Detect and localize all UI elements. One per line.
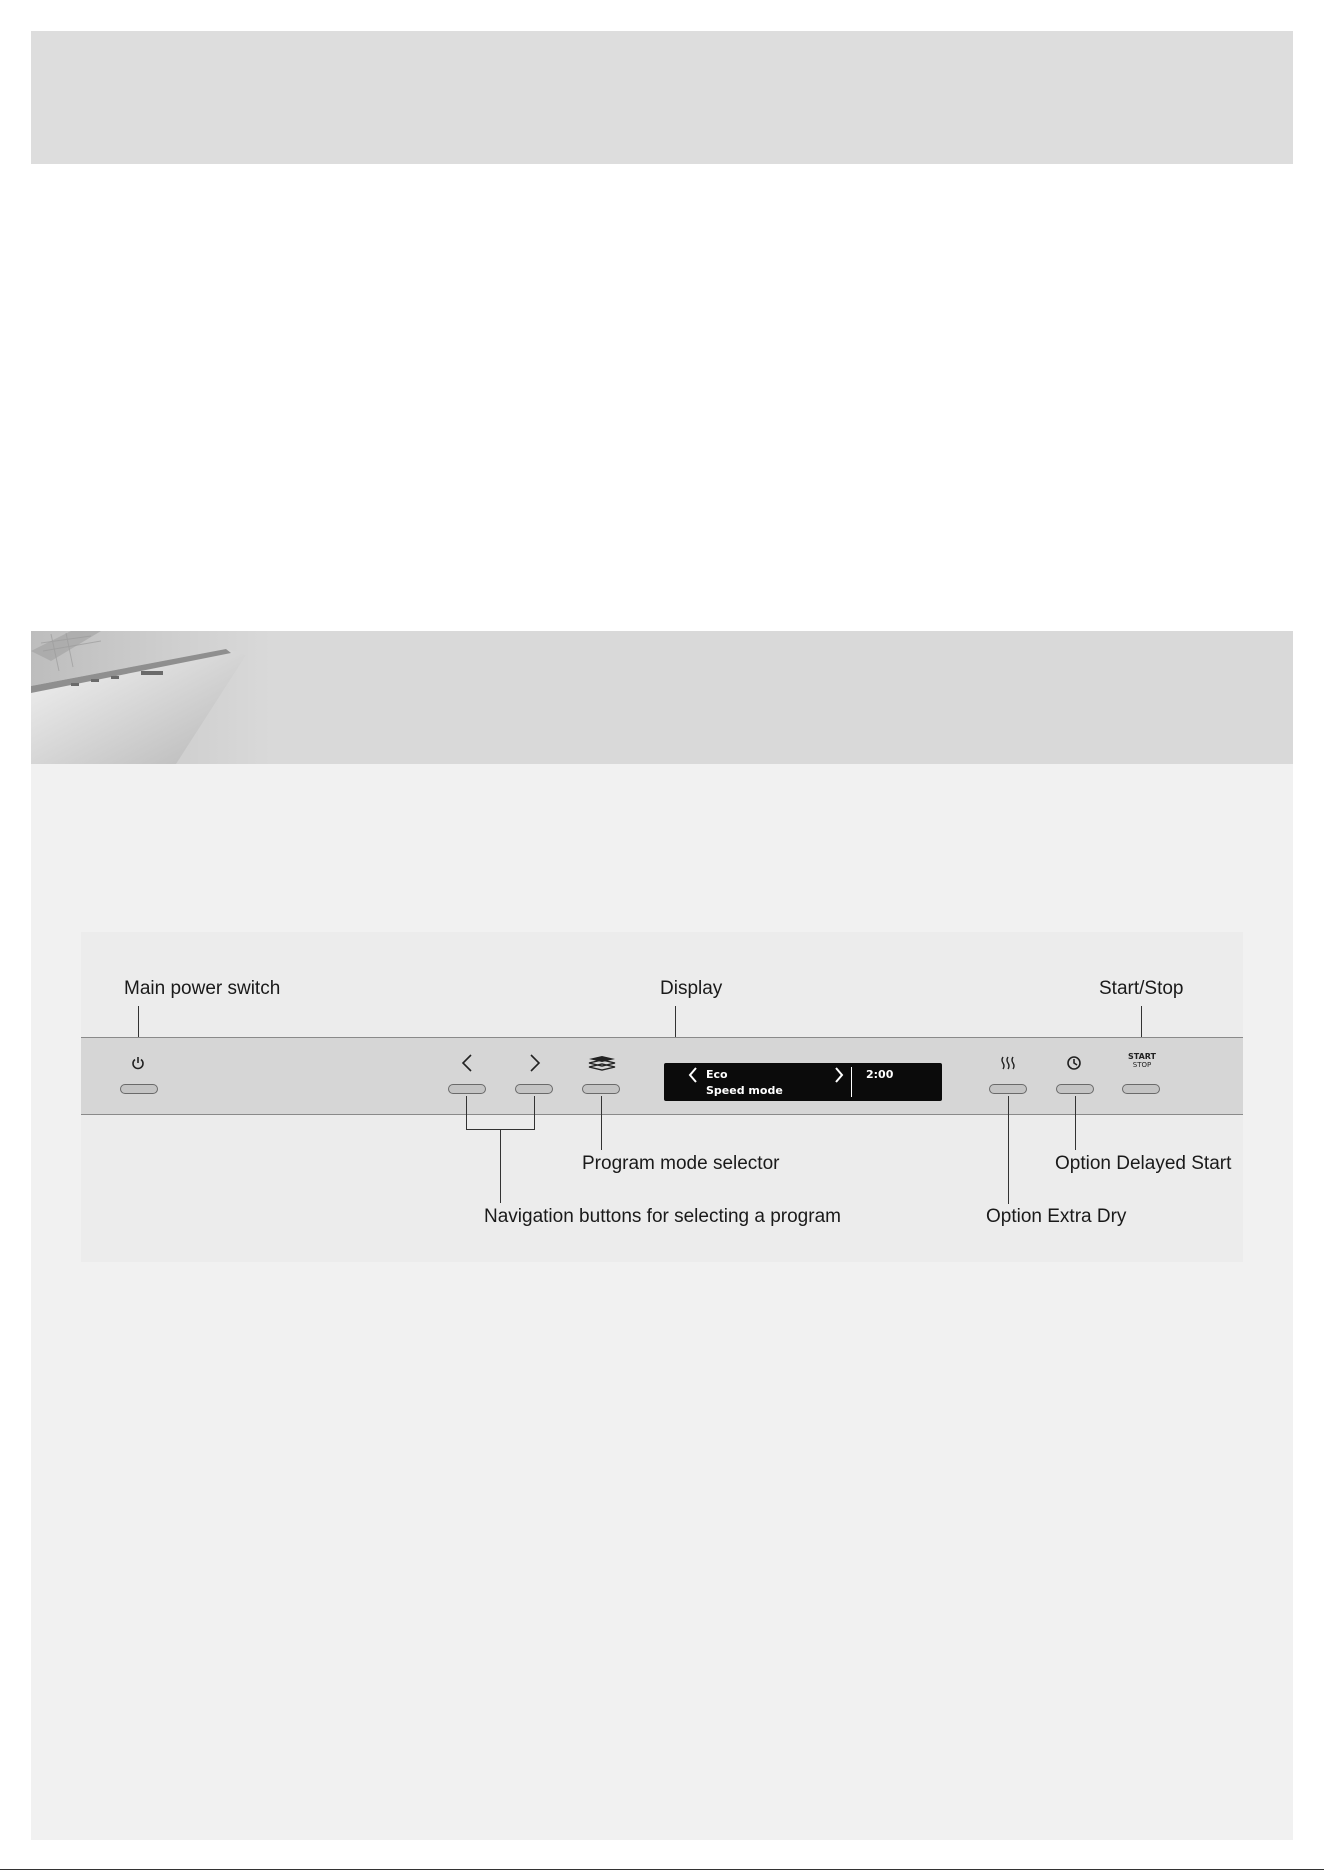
footer-rule [0, 1869, 1324, 1870]
chevron-right-icon [528, 1053, 542, 1073]
display-divider [851, 1067, 852, 1097]
leader-line-program-mode [601, 1096, 602, 1150]
content-area [31, 764, 1293, 1840]
display-screen [664, 1063, 942, 1101]
display-program: Eco [706, 1068, 728, 1081]
start-icon-text: START [1127, 1052, 1157, 1061]
section-band [31, 631, 1293, 764]
option-extra-dry-label: Option Extra Dry [986, 1206, 1127, 1227]
leader-line-extra-dry [1008, 1096, 1009, 1204]
display-chevron-left-icon [688, 1066, 698, 1084]
blank-content-area [31, 164, 1293, 631]
stop-icon-text: STOP [1132, 1061, 1152, 1069]
option-delayed-start-label: Option Delayed Start [1055, 1153, 1232, 1174]
navigation-buttons-label: Navigation buttons for selecting a program [484, 1206, 841, 1227]
display-chevron-right-icon [834, 1066, 844, 1084]
dishwasher-photo [31, 631, 271, 764]
program-mode-button[interactable] [582, 1084, 620, 1094]
main-power-button[interactable] [120, 1084, 158, 1094]
chevron-left-icon [460, 1053, 474, 1073]
navigation-prev-button[interactable] [448, 1084, 486, 1094]
program-mode-icon [587, 1055, 617, 1071]
start-stop-label: Start/Stop [1099, 978, 1184, 999]
leader-line-nav-left [466, 1096, 467, 1130]
leader-line-nav-right [534, 1096, 535, 1130]
extra-dry-icon [1000, 1055, 1016, 1071]
leader-line-delayed-start [1075, 1096, 1076, 1150]
display-label: Display [660, 978, 723, 999]
power-icon [130, 1055, 146, 1071]
start-stop-button[interactable] [1122, 1084, 1160, 1094]
display-time: 2:00 [866, 1068, 894, 1081]
main-power-switch-label: Main power switch [124, 978, 281, 999]
delayed-start-button[interactable] [1056, 1084, 1094, 1094]
header-band [31, 31, 1293, 164]
extra-dry-button[interactable] [989, 1084, 1027, 1094]
leader-line-nav [500, 1129, 501, 1203]
delayed-start-icon [1066, 1055, 1082, 1071]
control-strip [81, 1037, 1243, 1115]
display-mode: Speed mode [706, 1084, 783, 1097]
program-mode-selector-label: Program mode selector [582, 1153, 780, 1174]
navigation-next-button[interactable] [515, 1084, 553, 1094]
start-stop-icon [1124, 1053, 1160, 1069]
